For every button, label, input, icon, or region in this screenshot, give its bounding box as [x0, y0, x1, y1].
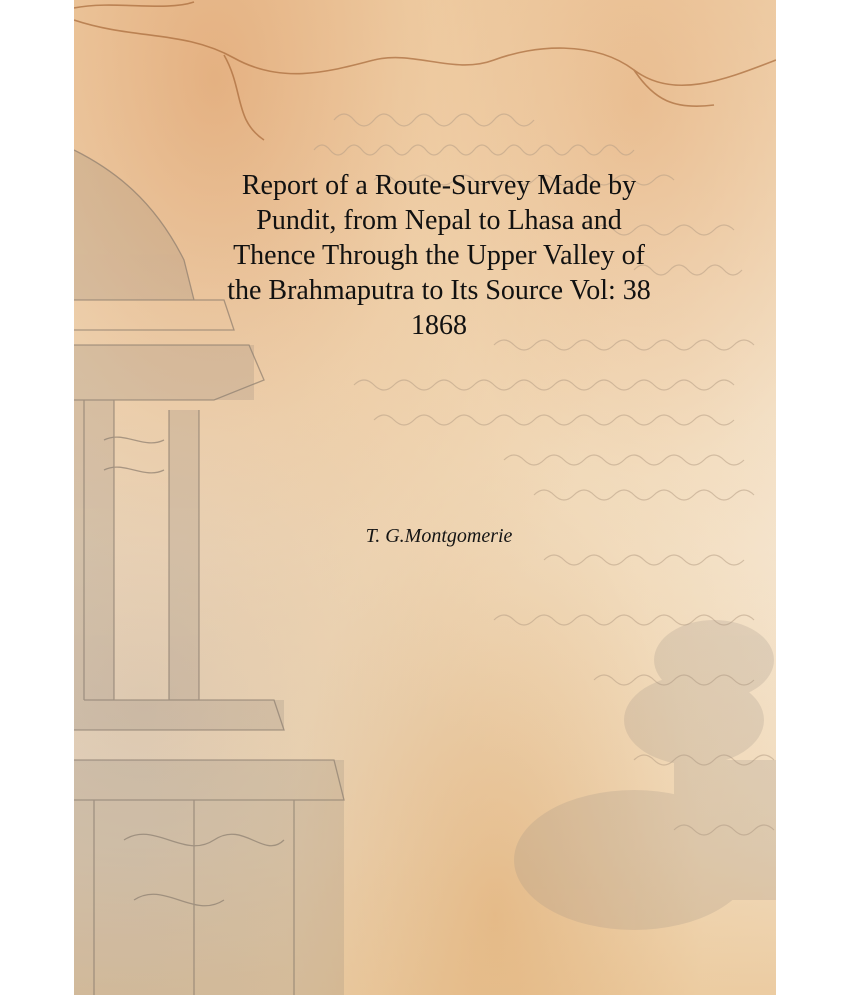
title-line-3: Thence Through the Upper Valley of [233, 240, 645, 271]
book-author: T. G.Montgomerie [365, 525, 513, 547]
title-line-1: Report of a Route-Survey Made by [241, 170, 637, 201]
right-foliage-illustration [514, 620, 776, 930]
book-title [134, 168, 744, 343]
title-line-2: Pundit, from Nepal to Lhasa and [256, 205, 622, 236]
title-line-4: the Brahmaputra to Its Source Vol: 38 [227, 275, 651, 306]
paper-cracks [74, 2, 776, 140]
book-cover [74, 0, 776, 995]
parchment-illustration [74, 0, 776, 995]
title-line-5-year: 1868 [411, 310, 467, 341]
